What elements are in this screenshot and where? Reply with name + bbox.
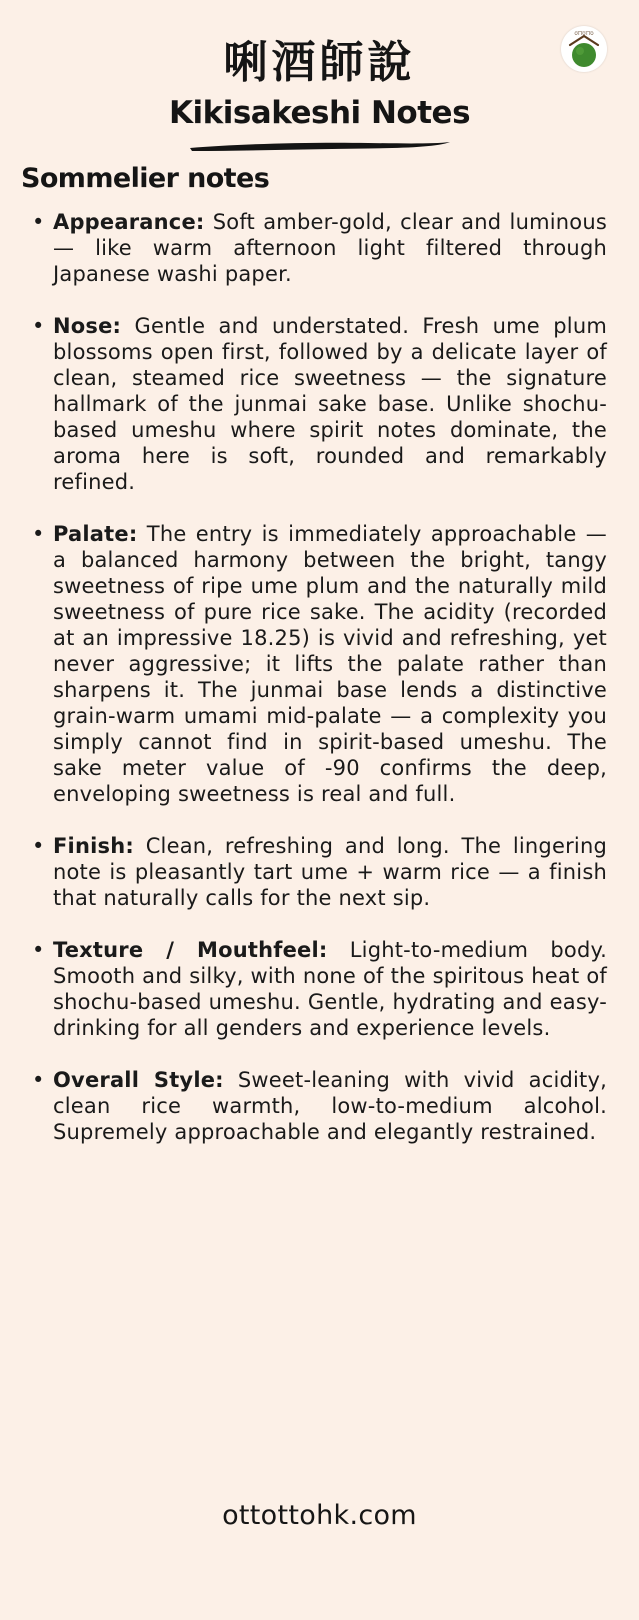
note-text: Sweet-leaning with vivid acidity, clean rice warmth, low-to-medium alcohol. Supremely approachable and elegantly restrained. bbox=[53, 1068, 607, 1144]
note-appearance bbox=[32, 209, 607, 287]
note-palate bbox=[32, 521, 607, 807]
bullet-icon: • bbox=[32, 834, 45, 858]
note-label: Nose: bbox=[53, 314, 122, 338]
note-overall-style bbox=[32, 1067, 607, 1145]
page-title-english: Kikisakeshi Notes bbox=[168, 95, 471, 131]
section-heading: Sommelier notes bbox=[21, 163, 270, 194]
bullet-icon: • bbox=[32, 314, 45, 338]
note-finish bbox=[32, 833, 607, 911]
note-text: Clean, refreshing and long. The lingering note is pleasantly tart ume + warm rice — a finish that naturally calls for the next sip. bbox=[53, 834, 607, 910]
bullet-icon: • bbox=[32, 210, 45, 234]
note-label: Palate: bbox=[53, 522, 138, 546]
note-label: Overall Style: bbox=[53, 1068, 224, 1092]
note-text: Light-to-medium body. Smooth and silky, with none of the spiritous heat of shochu-based umeshu. Gentle, hydrating and easy-drinking for all genders and experience levels. bbox=[53, 938, 607, 1040]
note-texture bbox=[32, 937, 607, 1041]
note-text: Soft amber-gold, clear and luminous — like warm afternoon light filtered through Japanese washi paper. bbox=[53, 210, 607, 286]
note-label: Finish: bbox=[53, 834, 134, 858]
bullet-icon: • bbox=[32, 938, 45, 962]
logo-text: OTTOTTO bbox=[574, 31, 594, 36]
note-nose bbox=[32, 313, 607, 495]
note-label: Appearance: bbox=[53, 210, 205, 234]
sommelier-notes-list bbox=[32, 209, 607, 1171]
page-title-chinese: 唎酒師說 bbox=[223, 37, 416, 88]
note-label: Texture / Mouthfeel: bbox=[53, 938, 328, 962]
note-text: Gentle and understated. Fresh ume plum blossoms open first, followed by a delicate layer of clean, steamed rice sweetness — the signature hallmark of the junmai sake base. Unlike shochu-based umeshu where spirit notes dominate, the aroma here is soft, rounded and remarkably refined. bbox=[53, 314, 607, 494]
footer-website: ottottohk.com bbox=[222, 1500, 417, 1531]
note-text: The entry is immediately approachable — a balanced harmony between the bright, tangy sweetness of ripe ume plum and the naturally mild sweetness of pure rice sake. The acidity (recorded at an impressive 18.25) is vivid and refreshing, yet never aggressive; it lifts the palate rather than sharpens it. The junmai base lends a distinctive grain-warm umami mid-palate — a complexity you simply cannot find in spirit-based umeshu. The sake meter value of -90 confirms the deep, enveloping sweetness is real and full. bbox=[53, 522, 607, 806]
bullet-icon: • bbox=[32, 522, 45, 546]
brush-underline bbox=[188, 139, 452, 155]
bullet-icon: • bbox=[32, 1068, 45, 1092]
